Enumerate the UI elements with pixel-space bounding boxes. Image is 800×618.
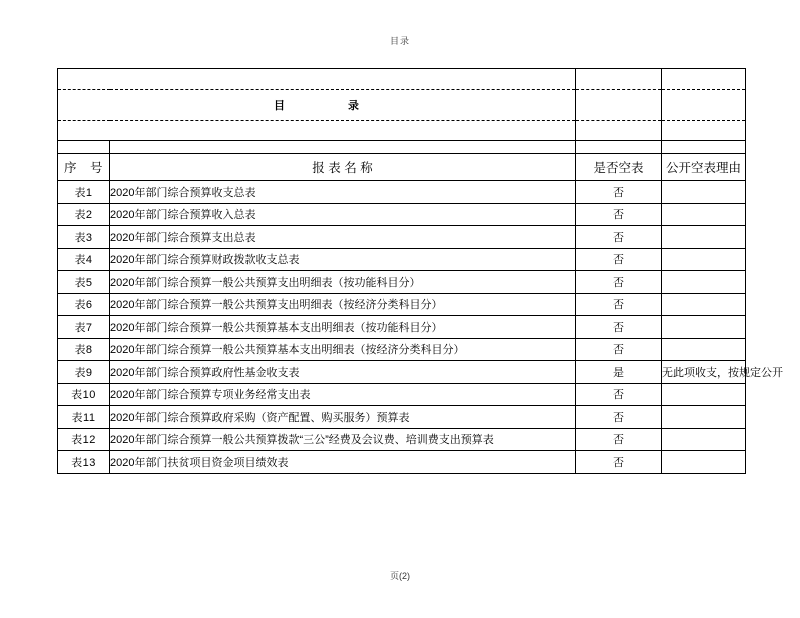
row-reason [662,451,746,474]
table-row [58,181,746,204]
row-reason [662,181,746,204]
table-row [58,248,746,271]
table-row [58,383,746,406]
spacer-cell-3 [576,141,662,154]
row-name: 2020年部门综合预算一般公共预算支出明细表（按功能科目分） [110,271,576,294]
column-header-name: 报 表 名 称 [110,154,576,181]
row-is-empty: 否 [576,451,662,474]
row-name: 2020年部门扶贫项目资金项目绩效表 [110,451,576,474]
table-row [58,406,746,429]
row-name: 2020年部门综合预算政府性基金收支表 [110,361,576,384]
catalog-table [57,68,783,474]
banner-top-mid [576,69,662,90]
banner-top-right [662,69,746,90]
row-name: 2020年部门综合预算一般公共预算拨款“三公”经费及会议费、培训费支出预算表 [110,428,576,451]
row-reason [662,226,746,249]
table-row [58,316,746,339]
row-is-empty: 否 [576,383,662,406]
banner-bottom-left [58,121,576,141]
row-name: 2020年部门综合预算专项业务经常支出表 [110,383,576,406]
row-no: 表9 [58,361,110,384]
row-is-empty: 否 [576,338,662,361]
row-no: 表1 [58,181,110,204]
row-reason [662,428,746,451]
row-is-empty: 否 [576,406,662,429]
row-no: 表11 [58,406,110,429]
row-no: 表3 [58,226,110,249]
row-no: 表10 [58,383,110,406]
column-header-no: 序 号 [58,154,110,181]
row-no: 表5 [58,271,110,294]
row-no: 表2 [58,203,110,226]
banner-row-bottom [58,121,746,141]
document-title [58,90,576,121]
row-is-empty: 否 [576,203,662,226]
row-reason: 无此项收支，按规定公开 [662,361,746,384]
row-reason [662,271,746,294]
row-name: 2020年部门综合预算一般公共预算支出明细表（按经济分类科目分） [110,293,576,316]
row-is-empty: 否 [576,271,662,294]
row-name: 2020年部门综合预算政府采购（资产配置、购买服务）预算表 [110,406,576,429]
row-is-empty: 是 [576,361,662,384]
row-name: 2020年部门综合预算收支总表 [110,181,576,204]
banner-bottom-mid [576,121,662,141]
banner-row-title [58,90,746,121]
spacer-cell-2 [110,141,576,154]
banner-title-right [662,90,746,121]
table-row [58,451,746,474]
table-row [58,271,746,294]
row-reason [662,338,746,361]
row-name: 2020年部门综合预算一般公共预算基本支出明细表（按功能科目分） [110,316,576,339]
row-name: 2020年部门综合预算一般公共预算基本支出明细表（按经济分类科目分） [110,338,576,361]
column-header-is-empty: 是否空表 [576,154,662,181]
table-row [58,293,746,316]
column-header-reason: 公开空表理由 [662,154,746,181]
row-no: 表12 [58,428,110,451]
row-is-empty: 否 [576,226,662,249]
row-is-empty: 否 [576,316,662,339]
banner-bottom-right [662,121,746,141]
row-reason [662,383,746,406]
row-reason [662,293,746,316]
row-name: 2020年部门综合预算支出总表 [110,226,576,249]
catalog-table-container [57,68,783,474]
table-row [58,361,746,384]
row-no: 表6 [58,293,110,316]
row-no: 表7 [58,316,110,339]
row-no: 表13 [58,451,110,474]
table-row [58,203,746,226]
row-name: 2020年部门综合预算财政拨款收支总表 [110,248,576,271]
row-is-empty: 否 [576,293,662,316]
spacer-cell-4 [662,141,746,154]
running-header: 目录 [389,36,410,46]
table-row [58,226,746,249]
row-no: 表4 [58,248,110,271]
spacer-row [58,141,746,154]
banner-title-mid [576,90,662,121]
banner-top-left [58,69,576,90]
row-no: 表8 [58,338,110,361]
table-header-row [58,154,746,181]
row-reason [662,316,746,339]
spacer-cell-1 [58,141,110,154]
banner-row-top [58,69,746,90]
page-footer: 页(2) [390,571,410,581]
row-reason [662,248,746,271]
row-reason [662,203,746,226]
table-row [58,428,746,451]
row-reason [662,406,746,429]
row-is-empty: 否 [576,181,662,204]
document-title-text: 目 录 [274,100,385,112]
row-is-empty: 否 [576,248,662,271]
row-is-empty: 否 [576,428,662,451]
table-row [58,338,746,361]
row-name: 2020年部门综合预算收入总表 [110,203,576,226]
